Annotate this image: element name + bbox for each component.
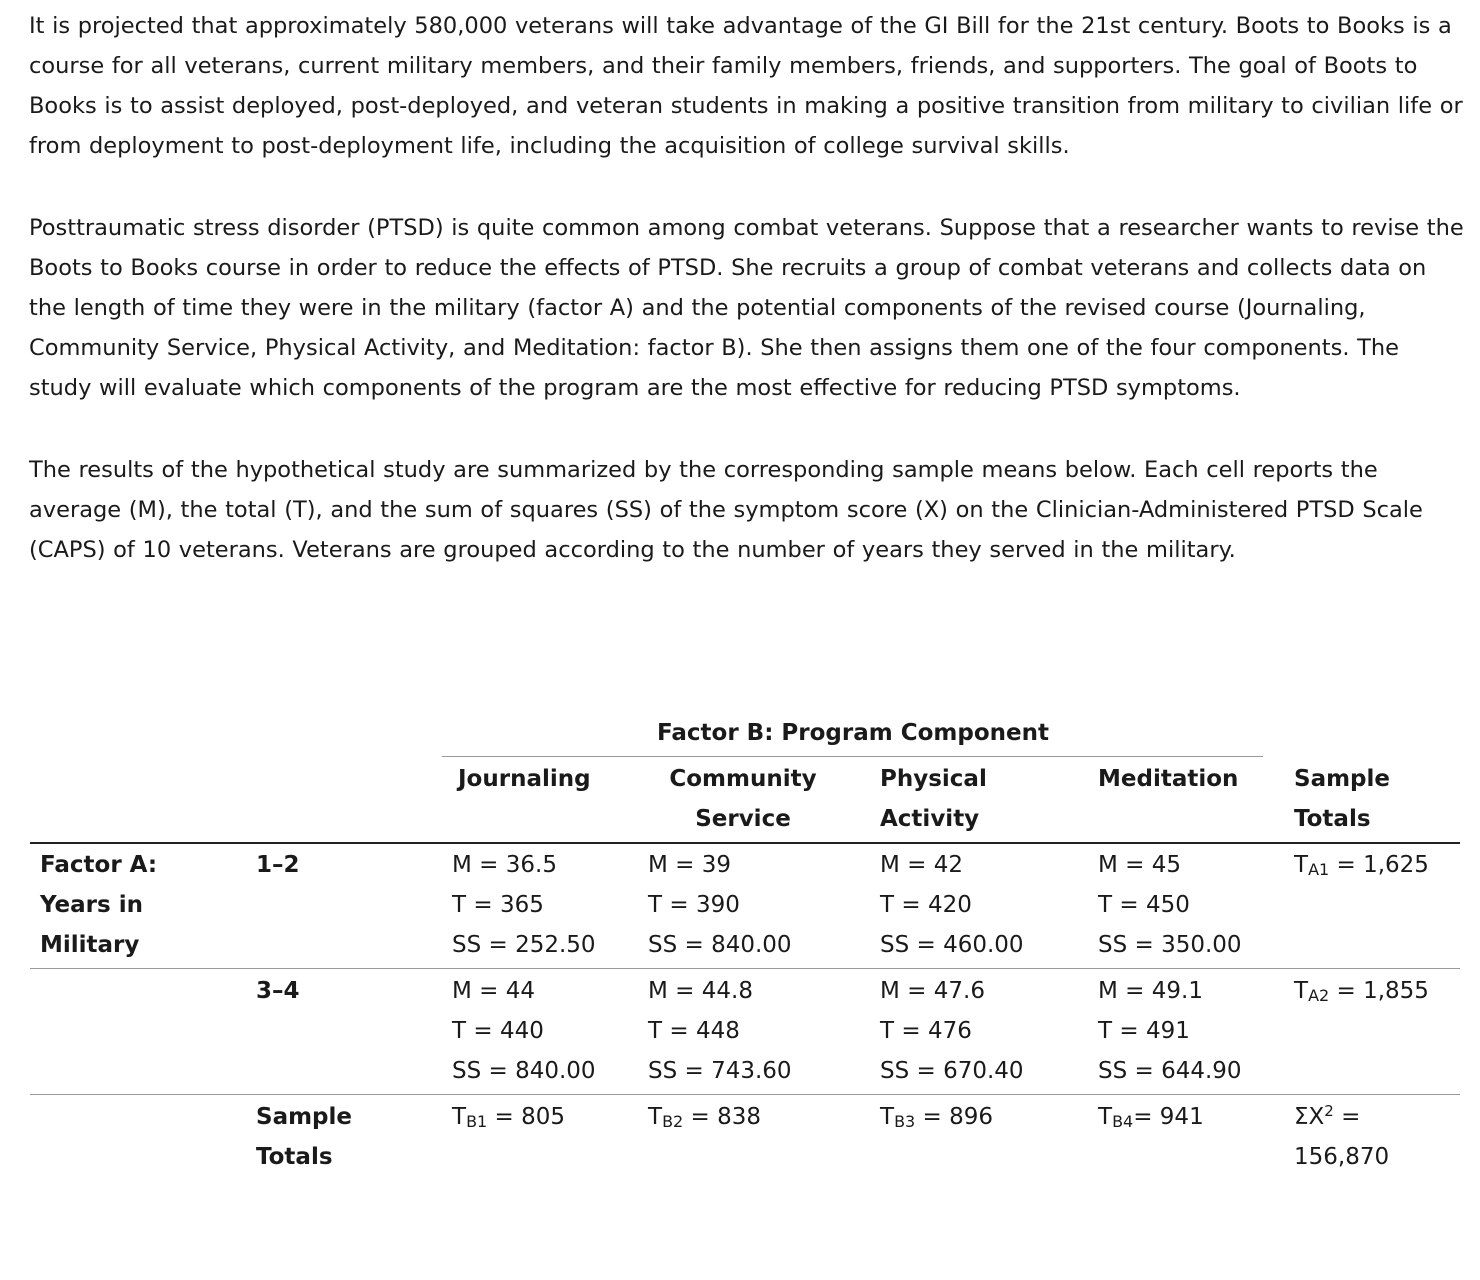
- cell-t: T = 420: [880, 892, 972, 918]
- cell-ss: SS = 252.50: [452, 932, 596, 958]
- row-label-1-2: 1–2: [256, 852, 300, 878]
- col-header-sample-totals: [1294, 759, 1390, 839]
- total-t: T: [452, 1104, 467, 1130]
- total-value: = 941: [1133, 1104, 1204, 1130]
- cell-r1-total: [1294, 845, 1429, 885]
- sum-x: ΣX: [1294, 1104, 1325, 1130]
- cell-m: M = 39: [648, 852, 732, 878]
- row-rule-2: [30, 1094, 1460, 1095]
- cell-ss: SS = 840.00: [452, 1058, 596, 1084]
- total-sub: A1: [1308, 860, 1330, 879]
- col-header-totals-line2: Totals: [1294, 806, 1371, 832]
- total-t: T: [880, 1104, 895, 1130]
- squared-sup: 2: [1324, 1102, 1334, 1120]
- total-t: T: [1294, 978, 1309, 1004]
- cell-ss: SS = 644.90: [1098, 1058, 1242, 1084]
- header-rule: [30, 842, 1460, 844]
- cell-r2-physical: [880, 971, 1024, 1091]
- cell-r1-meditation: [1098, 845, 1242, 965]
- cell-t: T = 450: [1098, 892, 1190, 918]
- cell-m: M = 44: [452, 978, 536, 1004]
- cell-m: M = 36.5: [452, 852, 557, 878]
- paragraph-intro: It is projected that approximately 580,000 veterans will take advantage of the GI Bill for the 21st century. Boots to Books is a course for all veterans, current military members, and their family members, friends, and supporters. The goal of Boots to Books is to assist deployed, post-deployed, and veteran students in making a positive transition from military to civilian life or from deployment to post-deployment life, including the acquisition of college survival skills.: [29, 13, 1463, 159]
- cell-t: T = 365: [452, 892, 544, 918]
- col-header-totals-line1: Sample: [1294, 766, 1390, 792]
- col-header-meditation: Meditation: [1098, 766, 1239, 792]
- cell-t: T = 491: [1098, 1018, 1190, 1044]
- cell-r1-community: [648, 845, 792, 965]
- cell-grand-total: [1294, 1097, 1389, 1177]
- row-label-3-4: 3–4: [256, 978, 300, 1004]
- col-header-journaling: Journaling: [458, 766, 591, 792]
- cell-r2-community: [648, 971, 792, 1091]
- cell-m: M = 44.8: [648, 978, 753, 1004]
- cell-ss: SS = 840.00: [648, 932, 792, 958]
- cell-total-b2: [648, 1097, 761, 1137]
- cell-ss: SS = 350.00: [1098, 932, 1242, 958]
- cell-r1-physical: [880, 845, 1024, 965]
- col-header-community: [643, 759, 843, 839]
- col-header-physical-line1: Physical: [880, 766, 987, 792]
- total-sub: B2: [662, 1112, 684, 1131]
- total-sub: B3: [894, 1112, 916, 1131]
- cell-m: M = 47.6: [880, 978, 985, 1004]
- cell-r1-journaling: [452, 845, 596, 965]
- total-value: = 838: [683, 1104, 762, 1130]
- cell-r2-journaling: [452, 971, 596, 1091]
- factor-a-line2: Years in: [40, 892, 143, 918]
- col-header-community-line1: Community: [669, 766, 817, 792]
- cell-m: M = 45: [1098, 852, 1182, 878]
- cell-total-b4: [1098, 1097, 1204, 1137]
- total-value: = 805: [487, 1104, 566, 1130]
- total-sub: B4: [1112, 1112, 1134, 1131]
- factor-b-title: Factor B: Program Component: [657, 720, 1049, 746]
- cell-r2-total: [1294, 971, 1429, 1011]
- total-t: T: [1098, 1104, 1113, 1130]
- factor-b-rule: [442, 756, 1263, 757]
- paragraph-ptsd: Posttraumatic stress disorder (PTSD) is quite common among combat veterans. Suppose that a researcher wants to revise the Boots to Books course in order to reduce the effects of PTSD. She recruits a group of combat veterans and collects data on the length of time they were in the military (factor A) and the potential components of the revised course (Journaling, Community Service, Physical Activity, and Meditation: factor B). She then assigns them one of the four components. The study will evaluate which components of the program are the most effective for reducing PTSD symptoms.: [29, 215, 1464, 401]
- total-t: T: [1294, 852, 1309, 878]
- totals-label-line1: Sample: [256, 1104, 352, 1130]
- col-header-physical: [880, 759, 987, 839]
- cell-ss: SS = 460.00: [880, 932, 1024, 958]
- cell-t: T = 390: [648, 892, 740, 918]
- paragraph-results: The results of the hypothetical study are summarized by the corresponding sample means below. Each cell reports the average (M), the total (T), and the sum of squares (SS) of the symptom score (X) on the Clinician-Administered PTSD Scale (CAPS) of 10 veterans. Veterans are grouped according to the number of years they served in the military.: [29, 457, 1423, 563]
- equals-sign: =: [1333, 1104, 1361, 1130]
- grand-total-label: [1294, 1097, 1389, 1137]
- row-rule-1: [30, 968, 1460, 969]
- col-header-physical-line2: Activity: [880, 806, 980, 832]
- factor-a-line3: Military: [40, 932, 140, 958]
- cell-t: T = 448: [648, 1018, 740, 1044]
- total-value: = 1,625: [1329, 852, 1429, 878]
- document-body: [29, 6, 1469, 570]
- totals-row-label: [256, 1097, 352, 1177]
- cell-t: T = 476: [880, 1018, 972, 1044]
- grand-total-value: 156,870: [1294, 1144, 1390, 1170]
- col-header-community-line2: Service: [695, 806, 791, 832]
- cell-m: M = 49.1: [1098, 978, 1203, 1004]
- cell-m: M = 42: [880, 852, 964, 878]
- cell-total-b1: [452, 1097, 565, 1137]
- factor-a-label: [40, 845, 157, 965]
- cell-t: T = 440: [452, 1018, 544, 1044]
- total-sub: B1: [466, 1112, 488, 1131]
- cell-total-b3: [880, 1097, 993, 1137]
- cell-ss: SS = 670.40: [880, 1058, 1024, 1084]
- total-t: T: [648, 1104, 663, 1130]
- cell-ss: SS = 743.60: [648, 1058, 792, 1084]
- total-value: = 1,855: [1329, 978, 1429, 1004]
- cell-r2-meditation: [1098, 971, 1242, 1091]
- total-sub: A2: [1308, 986, 1330, 1005]
- factor-a-line1: Factor A:: [40, 852, 158, 878]
- total-value: = 896: [915, 1104, 994, 1130]
- totals-label-line2: Totals: [256, 1144, 333, 1170]
